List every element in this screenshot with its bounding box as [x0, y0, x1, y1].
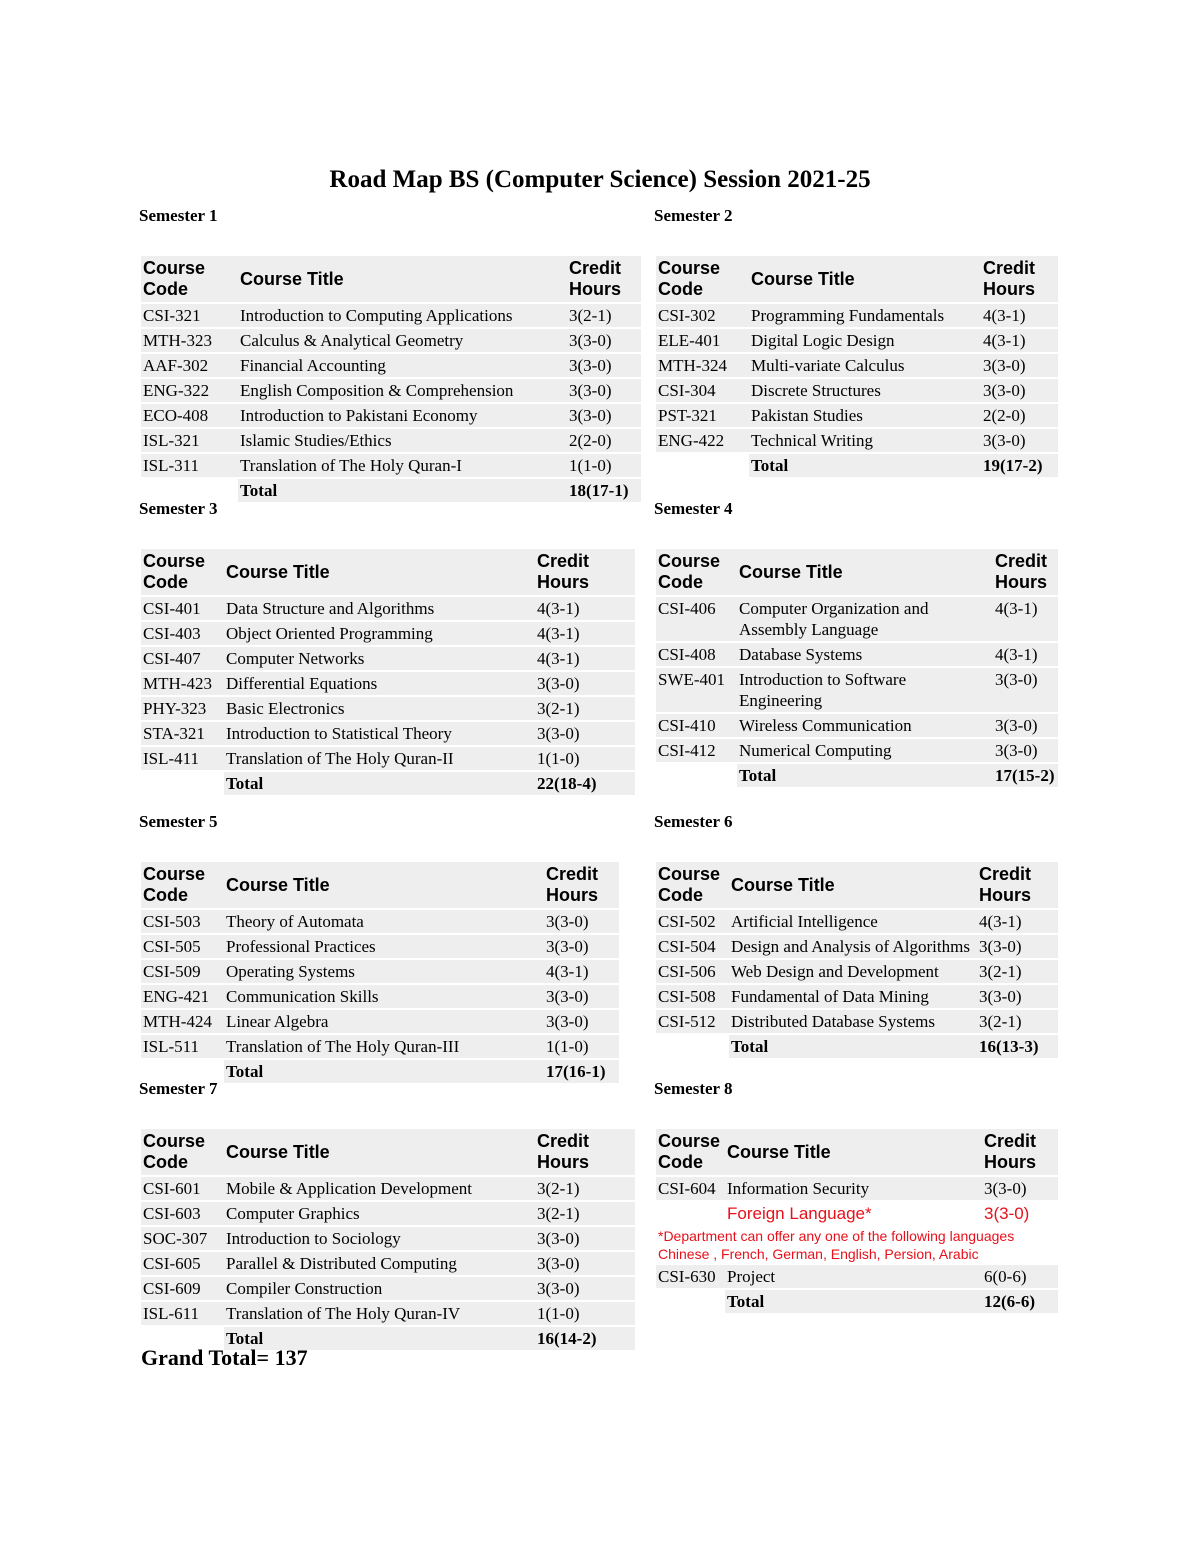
course-code: CSI-502 [656, 910, 729, 933]
course-code: MTH-423 [141, 672, 224, 695]
course-code: CSI-509 [141, 960, 224, 983]
course-title: Translation of The Holy Quran-I [238, 454, 567, 477]
credit-hours: 2(2-0) [981, 404, 1058, 427]
course-title: Multi-variate Calculus [749, 354, 981, 377]
credit-hours: 3(2-1) [977, 960, 1058, 983]
course-title: Computer Graphics [224, 1202, 535, 1225]
table-row [141, 329, 641, 352]
semester-label: Semester 4 [654, 499, 733, 518]
total-credits: 19(17-2) [981, 454, 1058, 477]
course-title: Wireless Communication [737, 714, 993, 737]
course-title: Linear Algebra [224, 1010, 544, 1033]
table-row [656, 404, 1058, 427]
credit-hours: 3(3-0) [535, 1227, 635, 1250]
total-spacer [656, 454, 749, 477]
table-row [141, 722, 635, 745]
credit-hours: 3(3-0) [544, 935, 619, 958]
course-title: Computer Networks [224, 647, 535, 670]
table-row [141, 647, 635, 670]
semester-label: Semester 1 [139, 206, 218, 225]
table-row [141, 454, 641, 477]
table-row [656, 379, 1058, 402]
header-title: Course Title [224, 549, 535, 595]
total-credits: 12(6-6) [982, 1290, 1058, 1313]
semester-1 [141, 204, 641, 504]
total-spacer [656, 764, 737, 787]
course-code: ISL-411 [141, 747, 224, 770]
table-row [141, 1010, 619, 1033]
header-code: Course Code [141, 862, 224, 908]
total-label: Total [224, 772, 535, 795]
credit-hours: 4(3-1) [535, 647, 635, 670]
course-title: Numerical Computing [737, 739, 993, 762]
table-row [141, 622, 635, 645]
credit-hours: 4(3-1) [993, 597, 1058, 641]
header-title: Course Title [749, 256, 981, 302]
table-row [656, 329, 1058, 352]
table-row [656, 910, 1058, 933]
table-row [141, 404, 641, 427]
total-row [656, 1035, 1058, 1058]
course-title: Calculus & Analytical Geometry [238, 329, 567, 352]
course-title: Introduction to Software Engineering [737, 668, 993, 712]
credit-hours: 4(3-1) [535, 622, 635, 645]
table-row [141, 1277, 635, 1300]
course-code: CSI-321 [141, 304, 238, 327]
header-credit: Credit Hours [544, 862, 619, 908]
credit-hours: 3(2-1) [977, 1010, 1058, 1033]
course-table [141, 254, 641, 504]
credit-hours: 2(2-0) [567, 429, 641, 452]
course-code: MTH-424 [141, 1010, 224, 1033]
course-code: ISL-321 [141, 429, 238, 452]
table-row [141, 597, 635, 620]
table-row [141, 1035, 619, 1058]
table-row [141, 697, 635, 720]
total-label: Total [737, 764, 993, 787]
header-title: Course Title [224, 1129, 535, 1175]
total-credits: 17(15-2) [993, 764, 1058, 787]
credit-hours: 4(3-1) [993, 643, 1058, 666]
header-title: Course Title [737, 549, 993, 595]
credit-hours: 4(3-1) [981, 329, 1058, 352]
total-credits: 16(14-2) [535, 1327, 635, 1350]
course-code: ENG-322 [141, 379, 238, 402]
course-code: CSI-506 [656, 960, 729, 983]
total-row [141, 772, 635, 795]
credit-hours: 3(3-0) [993, 714, 1058, 737]
course-code: CSI-512 [656, 1010, 729, 1033]
credit-hours: 3(3-0) [567, 329, 641, 352]
header-credit: Credit Hours [993, 549, 1058, 595]
semester-label: Semester 6 [654, 812, 733, 831]
course-title: Distributed Database Systems [729, 1010, 977, 1033]
course-code: CSI-410 [656, 714, 737, 737]
course-code: CSI-407 [141, 647, 224, 670]
credit-hours: 3(3-0) [544, 1010, 619, 1033]
course-title: Theory of Automata [224, 910, 544, 933]
table-header [656, 1129, 1058, 1175]
course-table [141, 1127, 635, 1352]
course-title: Database Systems [737, 643, 993, 666]
table-header [656, 549, 1058, 595]
note-line-2: Chinese , French, German, English, Persion, Arabic [658, 1246, 979, 1262]
table-row [141, 354, 641, 377]
header-title: Course Title [729, 862, 977, 908]
course-title: English Composition & Comprehension [238, 379, 567, 402]
course-title: Operating Systems [224, 960, 544, 983]
semester-7 [141, 1077, 635, 1352]
credit-hours: 3(3-0) [535, 722, 635, 745]
course-title: Fundamental of Data Mining [729, 985, 977, 1008]
credit-hours: 1(1-0) [535, 1302, 635, 1325]
table-row [141, 910, 619, 933]
course-title: Data Structure and Algorithms [224, 597, 535, 620]
table-row [141, 379, 641, 402]
course-code: CSI-508 [656, 985, 729, 1008]
header-credit: Credit Hours [982, 1129, 1058, 1175]
header-code: Course Code [141, 256, 238, 302]
total-credits: 22(18-4) [535, 772, 635, 795]
course-title: Design and Analysis of Algorithms [729, 935, 977, 958]
course-table [656, 860, 1058, 1060]
credit-hours: 3(3-0) [535, 1277, 635, 1300]
total-credits: 17(16-1) [544, 1060, 619, 1083]
table-row [656, 304, 1058, 327]
header-title: Course Title [725, 1129, 982, 1175]
total-label: Total [725, 1290, 982, 1313]
table-row [656, 1177, 1058, 1200]
credit-hours: 3(3-0) [982, 1177, 1058, 1200]
course-code: ISL-611 [141, 1302, 224, 1325]
table-row [656, 739, 1058, 762]
language-note [656, 1227, 1058, 1263]
course-code: ENG-421 [141, 985, 224, 1008]
course-title: Digital Logic Design [749, 329, 981, 352]
header-code: Course Code [656, 862, 729, 908]
course-code: SWE-401 [656, 668, 737, 712]
course-title: Object Oriented Programming [224, 622, 535, 645]
course-code: AAF-302 [141, 354, 238, 377]
table-row [141, 429, 641, 452]
header-credit: Credit Hours [535, 549, 635, 595]
header-code: Course Code [656, 1129, 725, 1175]
header-credit: Credit Hours [567, 256, 641, 302]
course-code: ISL-311 [141, 454, 238, 477]
course-title: Introduction to Computing Applications [238, 304, 567, 327]
table-row [141, 747, 635, 770]
table-row [141, 304, 641, 327]
credit-hours: 4(3-1) [544, 960, 619, 983]
course-code: CSI-408 [656, 643, 737, 666]
course-code: CSI-503 [141, 910, 224, 933]
semester-label: Semester 7 [139, 1079, 218, 1098]
course-title: Discrete Structures [749, 379, 981, 402]
course-title: Information Security [725, 1177, 982, 1200]
credit-hours: 3(3-0) [535, 672, 635, 695]
course-title: Mobile & Application Development [224, 1177, 535, 1200]
credit-hours: 3(3-0) [982, 1202, 1058, 1225]
header-code: Course Code [656, 549, 737, 595]
course-code: CSI-401 [141, 597, 224, 620]
credit-hours: 1(1-0) [544, 1035, 619, 1058]
credit-hours: 3(3-0) [544, 910, 619, 933]
table-header [656, 862, 1058, 908]
course-code: CSI-609 [141, 1277, 224, 1300]
course-code: CSI-504 [656, 935, 729, 958]
credit-hours: 3(3-0) [981, 354, 1058, 377]
course-table [656, 1127, 1058, 1315]
header-credit: Credit Hours [981, 256, 1058, 302]
course-code: ECO-408 [141, 404, 238, 427]
table-header [141, 1129, 635, 1175]
page-title: Road Map BS (Computer Science) Session 2021-25 [329, 166, 871, 193]
course-code: ENG-422 [656, 429, 749, 452]
course-code: CSI-604 [656, 1177, 725, 1200]
credit-hours: 3(3-0) [981, 429, 1058, 452]
header-title: Course Title [224, 862, 544, 908]
total-label: Total [224, 1327, 535, 1350]
header-title: Course Title [238, 256, 567, 302]
semester-6 [656, 810, 1058, 1060]
course-table [656, 254, 1058, 479]
semester-label: Semester 5 [139, 812, 218, 831]
course-title: Project [725, 1265, 982, 1288]
course-code: CSI-406 [656, 597, 737, 641]
course-title: Programming Fundamentals [749, 304, 981, 327]
course-table [656, 547, 1058, 789]
credit-hours: 6(0-6) [982, 1265, 1058, 1288]
course-title: Professional Practices [224, 935, 544, 958]
course-code: CSI-302 [656, 304, 749, 327]
credit-hours: 3(3-0) [981, 379, 1058, 402]
semester-5 [141, 810, 619, 1085]
table-header [141, 256, 641, 302]
course-title: Web Design and Development [729, 960, 977, 983]
table-header [141, 862, 619, 908]
total-credits: 18(17-1) [567, 479, 641, 502]
table-header [656, 256, 1058, 302]
course-title: Introduction to Sociology [224, 1227, 535, 1250]
course-code: MTH-323 [141, 329, 238, 352]
course-title: Introduction to Pakistani Economy [238, 404, 567, 427]
course-table [141, 860, 619, 1085]
total-row [656, 454, 1058, 477]
course-code: STA-321 [141, 722, 224, 745]
credit-hours: 3(3-0) [567, 404, 641, 427]
course-title: Compiler Construction [224, 1277, 535, 1300]
credit-hours: 4(3-1) [981, 304, 1058, 327]
credit-hours: 4(3-1) [535, 597, 635, 620]
credit-hours: 3(2-1) [567, 304, 641, 327]
course-title: Islamic Studies/Ethics [238, 429, 567, 452]
table-row-elective [656, 1202, 1058, 1225]
course-code [656, 1202, 725, 1225]
course-table [141, 547, 635, 797]
credit-hours: 3(2-1) [535, 697, 635, 720]
table-row [141, 1252, 635, 1275]
total-spacer [141, 772, 224, 795]
table-row [141, 935, 619, 958]
header-code: Course Code [141, 549, 224, 595]
total-credits: 16(13-3) [977, 1035, 1058, 1058]
semester-label: Semester 8 [654, 1079, 733, 1098]
credit-hours: 3(3-0) [567, 379, 641, 402]
course-title: Introduction to Statistical Theory [224, 722, 535, 745]
grand-total: Grand Total= 137 [141, 1345, 308, 1370]
table-row [141, 960, 619, 983]
course-code: CSI-601 [141, 1177, 224, 1200]
course-title: Computer Organization and Assembly Language [737, 597, 993, 641]
credit-hours: 4(3-1) [977, 910, 1058, 933]
table-row [656, 1265, 1058, 1288]
total-label: Total [729, 1035, 977, 1058]
course-title: Translation of The Holy Quran-II [224, 747, 535, 770]
header-credit: Credit Hours [977, 862, 1058, 908]
total-spacer [656, 1290, 725, 1313]
credit-hours: 3(3-0) [993, 668, 1058, 712]
course-code: CSI-403 [141, 622, 224, 645]
table-row [141, 1302, 635, 1325]
course-title: Basic Electronics [224, 697, 535, 720]
table-row [141, 985, 619, 1008]
table-row [141, 1177, 635, 1200]
course-title: Parallel & Distributed Computing [224, 1252, 535, 1275]
credit-hours: 3(3-0) [977, 935, 1058, 958]
semester-4 [656, 497, 1058, 789]
course-code: CSI-630 [656, 1265, 725, 1288]
semester-8 [656, 1077, 1058, 1315]
total-row [656, 1290, 1058, 1313]
table-row [656, 668, 1058, 712]
table-row [141, 1227, 635, 1250]
header-code: Course Code [141, 1129, 224, 1175]
course-code: CSI-304 [656, 379, 749, 402]
total-row [656, 764, 1058, 787]
table-row [656, 1010, 1058, 1033]
credit-hours: 3(3-0) [567, 354, 641, 377]
course-title: Artificial Intelligence [729, 910, 977, 933]
header-code: Course Code [656, 256, 749, 302]
semester-label: Semester 3 [139, 499, 218, 518]
header-credit: Credit Hours [535, 1129, 635, 1175]
course-code: CSI-605 [141, 1252, 224, 1275]
table-row [656, 429, 1058, 452]
semester-label: Semester 2 [654, 206, 733, 225]
course-code: PHY-323 [141, 697, 224, 720]
table-row [656, 960, 1058, 983]
course-code: ISL-511 [141, 1035, 224, 1058]
total-label: Total [238, 479, 567, 502]
table-row [656, 714, 1058, 737]
semester-2 [656, 204, 1058, 479]
table-header [141, 549, 635, 595]
course-title: Technical Writing [749, 429, 981, 452]
table-row [141, 672, 635, 695]
semester-3 [141, 497, 635, 797]
table-row [656, 935, 1058, 958]
course-title: Financial Accounting [238, 354, 567, 377]
course-title: Translation of The Holy Quran-III [224, 1035, 544, 1058]
note-line-1: *Department can offer any one of the following languages [658, 1228, 1015, 1244]
credit-hours: 3(3-0) [977, 985, 1058, 1008]
total-label: Total [224, 1060, 544, 1083]
credit-hours: 3(2-1) [535, 1177, 635, 1200]
total-label: Total [749, 454, 981, 477]
course-code: CSI-412 [656, 739, 737, 762]
course-title: Differential Equations [224, 672, 535, 695]
course-title: Communication Skills [224, 985, 544, 1008]
course-code: MTH-324 [656, 354, 749, 377]
course-title: Pakistan Studies [749, 404, 981, 427]
table-row [656, 354, 1058, 377]
credit-hours: 3(3-0) [993, 739, 1058, 762]
course-code: ELE-401 [656, 329, 749, 352]
table-row [141, 1202, 635, 1225]
course-title: Foreign Language* [725, 1202, 982, 1225]
course-code: CSI-505 [141, 935, 224, 958]
credit-hours: 3(3-0) [544, 985, 619, 1008]
table-row [656, 643, 1058, 666]
course-title: Translation of The Holy Quran-IV [224, 1302, 535, 1325]
course-code: CSI-603 [141, 1202, 224, 1225]
total-spacer [656, 1035, 729, 1058]
credit-hours: 1(1-0) [567, 454, 641, 477]
table-row [656, 597, 1058, 641]
credit-hours: 3(2-1) [535, 1202, 635, 1225]
course-code: PST-321 [656, 404, 749, 427]
credit-hours: 1(1-0) [535, 747, 635, 770]
credit-hours: 3(3-0) [535, 1252, 635, 1275]
course-code: SOC-307 [141, 1227, 224, 1250]
language-note-text [656, 1227, 1058, 1263]
table-row [656, 985, 1058, 1008]
